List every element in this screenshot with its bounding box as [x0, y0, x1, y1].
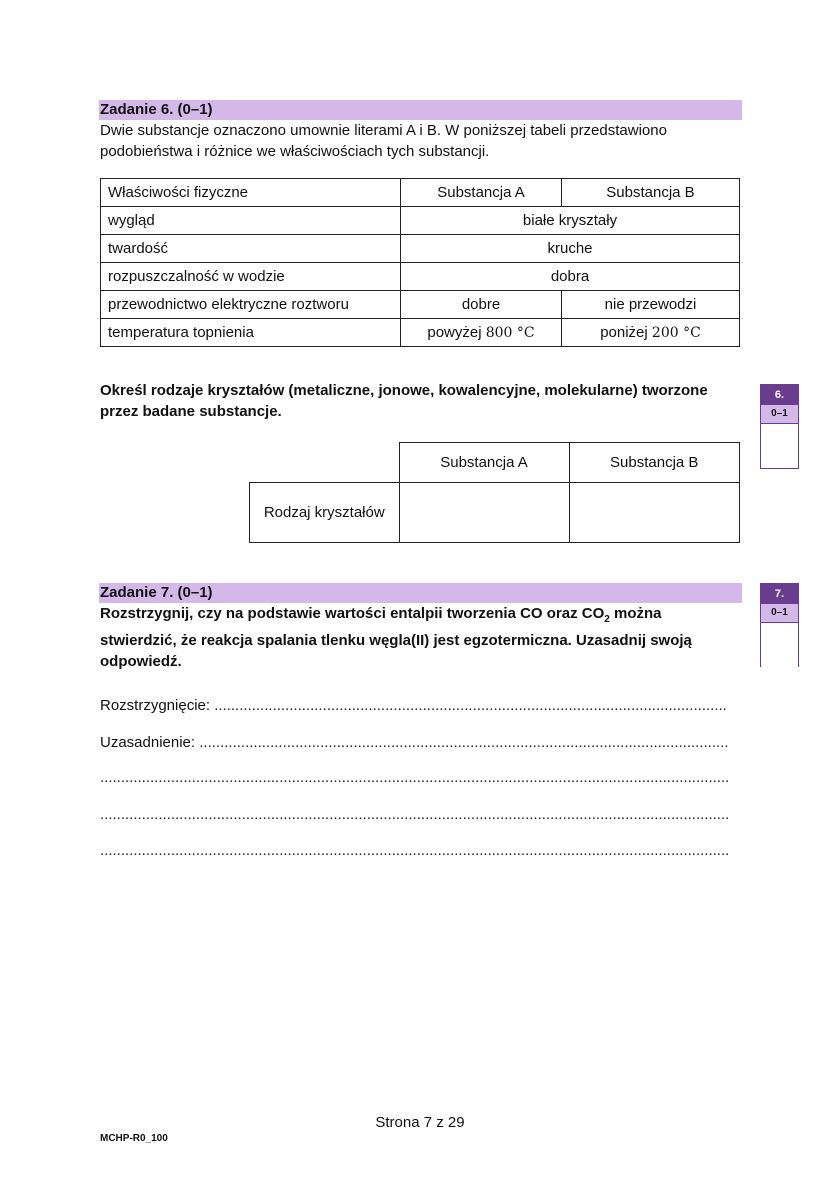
- properties-table-header: [101, 179, 740, 207]
- justification-line[interactable]: [100, 733, 740, 753]
- resolution-label: Rozstrzygnięcie:: [100, 697, 211, 714]
- table-row: [101, 291, 740, 319]
- task-7-score-field[interactable]: [761, 623, 798, 667]
- answer-table: [249, 442, 740, 543]
- answer-dots: .......................................................................................................................................................: [100, 769, 730, 786]
- value-b-cell: [562, 319, 740, 347]
- header-substance-b: Substancja B: [562, 179, 740, 207]
- header-substance-a: Substancja A: [401, 179, 562, 207]
- task-6-score-field[interactable]: [761, 424, 798, 468]
- task-6-question-line-1: Określ rodzaje kryształów (metaliczne, jonowe, kowalencyjne, molekularne) tworzone: [100, 382, 708, 399]
- task-6-score-number: 6.: [761, 385, 798, 405]
- property-cell: przewodnictwo elektryczne roztworu: [101, 291, 401, 319]
- value-a-cell: dobre: [401, 291, 562, 319]
- melting-b-prefix: poniżej: [600, 324, 648, 341]
- answer-header-a: Substancja A: [399, 443, 569, 483]
- task-7-score-points: 0–1: [761, 604, 798, 623]
- answer-dots: .......................................................................................................................................................: [100, 842, 730, 859]
- exam-code: MCHP-R0_100: [100, 1133, 168, 1144]
- task-7-score-number: 7.: [761, 584, 798, 604]
- shared-value-cell: kruche: [401, 235, 740, 263]
- table-row: [101, 207, 740, 235]
- property-cell: twardość: [101, 235, 401, 263]
- header-properties: Właściwości fizyczne: [101, 179, 401, 207]
- task-6-question: [100, 380, 750, 422]
- melting-b-value: 200 °C: [651, 325, 701, 341]
- answer-line[interactable]: [100, 841, 740, 861]
- justification-label: Uzasadnienie:: [100, 734, 196, 751]
- task-6-intro-line-2: podobieństwa i różnice we właściwościach tych substancji.: [100, 143, 490, 160]
- property-cell: temperatura topnienia: [101, 319, 401, 347]
- answer-dots: ...............................................................................................................................: [199, 734, 729, 751]
- melting-a-prefix: powyżej: [427, 324, 482, 341]
- task-6-score-points: 0–1: [761, 405, 798, 424]
- task-7-question-line-1-end: można: [609, 605, 662, 622]
- property-cell: rozpuszczalność w wodzie: [101, 263, 401, 291]
- task-6-score-box: [760, 384, 799, 469]
- task-7-question-line-3: odpowiedź.: [100, 653, 182, 670]
- value-a-cell: [401, 319, 562, 347]
- answer-line[interactable]: [100, 768, 740, 788]
- answer-dots: .......................................................................................................................................................: [100, 806, 730, 823]
- task-7-question: [100, 603, 750, 672]
- task-7-question-line-1-text: Rozstrzygnij, czy na podstawie wartości entalpii tworzenia CO oraz CO: [100, 605, 605, 622]
- table-row: [101, 235, 740, 263]
- table-row: [101, 263, 740, 291]
- task-6-intro: [100, 120, 740, 162]
- task-6-intro-line-1: Dwie substancje oznaczono umownie literami A i B. W poniższej tabeli przedstawiono: [100, 122, 667, 139]
- resolution-line[interactable]: [100, 696, 740, 716]
- answer-header-b: Substancja B: [569, 443, 740, 483]
- answer-input-b[interactable]: [569, 483, 740, 543]
- task-7-question-line-2: stwierdzić, że reakcja spalania tlenku węgla(II) jest egzotermiczna. Uzasadnij swoją: [100, 632, 692, 649]
- task-6-header: Zadanie 6. (0–1): [99, 100, 742, 120]
- subscript: 2: [604, 614, 610, 625]
- answer-table-header: [250, 443, 740, 483]
- shared-value-cell: białe kryształy: [401, 207, 740, 235]
- answer-input-a[interactable]: [399, 483, 569, 543]
- properties-table: [100, 178, 740, 347]
- answer-line[interactable]: [100, 805, 740, 825]
- page-number: Strona 7 z 29: [375, 1114, 465, 1131]
- melting-a-value: 800 °C: [485, 325, 535, 341]
- answer-row-label: Rodzaj kryształów: [250, 483, 400, 543]
- property-cell: wygląd: [101, 207, 401, 235]
- shared-value-cell: dobra: [401, 263, 740, 291]
- answer-dots: ...........................................................................................................................: [214, 697, 727, 714]
- task-6-question-line-2: przez badane substancje.: [100, 403, 282, 420]
- task-7-header: Zadanie 7. (0–1): [99, 583, 742, 603]
- answer-blank-cell: [250, 443, 400, 483]
- answer-row: [250, 483, 740, 543]
- value-b-cell: nie przewodzi: [562, 291, 740, 319]
- table-row: [101, 319, 740, 347]
- task-7-question-line-1: [100, 603, 750, 630]
- task-7-score-box: [760, 583, 799, 667]
